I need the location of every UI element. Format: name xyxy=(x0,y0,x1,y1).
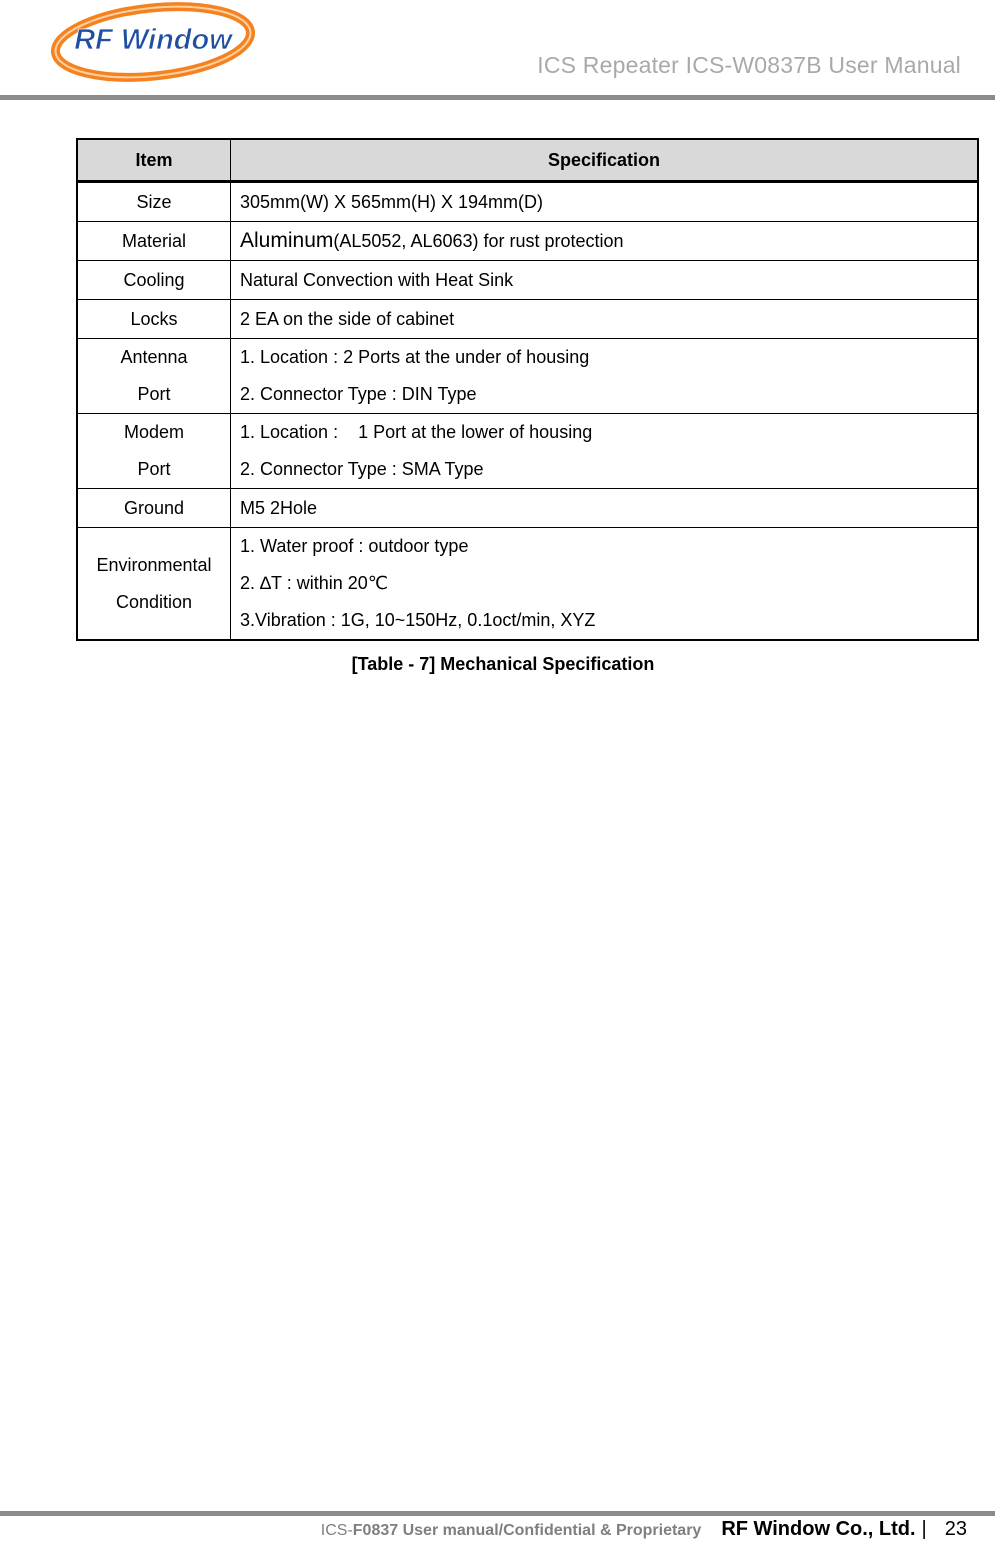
item-label: Condition xyxy=(115,591,193,612)
spec-line: 1. Location : 2 Ports at the under of housing xyxy=(240,347,590,367)
item-label: Modem xyxy=(123,422,185,442)
item-label: Port xyxy=(137,459,171,479)
item-label: Cooling xyxy=(123,269,185,290)
spec-cell xyxy=(231,339,979,414)
spec-cell xyxy=(231,222,979,261)
item-label: Antenna xyxy=(120,347,188,367)
table-row-antenna-port xyxy=(77,339,978,414)
item-cell xyxy=(77,489,231,528)
spec-line: 1. Water proof : outdoor type xyxy=(240,536,469,556)
col-header-specification: Specification xyxy=(231,139,979,182)
spec-cell xyxy=(231,261,979,300)
table-row-ground xyxy=(77,489,978,528)
spec-line: Natural Convection with Heat Sink xyxy=(240,269,514,290)
item-label: Ground xyxy=(123,497,185,518)
item-cell xyxy=(77,182,231,222)
table-caption: [Table - 7] Mechanical Specification xyxy=(351,654,655,674)
header-title: ICS Repeater ICS-W0837B User Manual xyxy=(537,52,961,78)
table-row-material xyxy=(77,222,978,261)
spec-line: 1. Location : 1 Port at the lower of housing xyxy=(240,422,593,442)
spec-cell xyxy=(231,489,979,528)
spec-cell xyxy=(231,182,979,222)
page-footer xyxy=(321,1518,967,1541)
spec-line: M5 2Hole xyxy=(240,497,318,518)
item-label: Size xyxy=(136,191,172,212)
rf-window-logo xyxy=(50,2,256,82)
footer-doc-rest: F0837 User manual/Confidential & Proprietary xyxy=(352,1522,702,1539)
footer-separator: | xyxy=(921,1518,927,1540)
spec-line: 2. ∆T : within 20℃ xyxy=(240,573,388,593)
table-row-size xyxy=(77,182,978,222)
spec-lead: Aluminum xyxy=(240,229,334,252)
logo-wordmark: RF Window xyxy=(74,24,232,56)
spec-line: 3.Vibration : 1G, 10~150Hz, 0.1oct/min, XYZ xyxy=(240,610,596,630)
item-cell xyxy=(77,414,231,489)
spec-line: 2 EA on the side of cabinet xyxy=(240,308,455,329)
spec-cell xyxy=(231,528,979,641)
item-label: Port xyxy=(137,384,171,404)
table-row-cooling xyxy=(77,261,978,300)
item-cell xyxy=(77,528,231,641)
footer-rule xyxy=(0,1511,995,1516)
spec-cell xyxy=(231,414,979,489)
table-row-modem-port xyxy=(77,414,978,489)
item-cell xyxy=(77,261,231,300)
col-header-item: Item xyxy=(77,139,231,182)
footer-company: RF Window Co., Ltd. xyxy=(721,1518,916,1540)
mechanical-spec-table xyxy=(76,138,979,641)
item-cell xyxy=(77,339,231,414)
table-header-row xyxy=(77,139,978,182)
page-number: 23 xyxy=(944,1518,967,1540)
item-label: Environmental xyxy=(96,554,212,575)
spec-cell xyxy=(231,300,979,339)
footer-doc-prefix: ICS- xyxy=(320,1522,353,1539)
item-label: Material xyxy=(121,230,187,251)
item-label: Locks xyxy=(130,308,178,329)
header-rule xyxy=(0,95,995,100)
spec-line: (AL5052, AL6063) for rust protection xyxy=(333,231,624,251)
footer-doc-label xyxy=(321,1522,702,1540)
spec-line: 2. Connector Type : DIN Type xyxy=(240,384,477,404)
spec-line: 2. Connector Type : SMA Type xyxy=(240,459,484,479)
table-row-environmental-condition xyxy=(77,528,978,641)
spec-line: 305mm(W) X 565mm(H) X 194mm(D) xyxy=(240,191,544,212)
item-cell xyxy=(77,300,231,339)
table-row-locks xyxy=(77,300,978,339)
item-cell xyxy=(77,222,231,261)
